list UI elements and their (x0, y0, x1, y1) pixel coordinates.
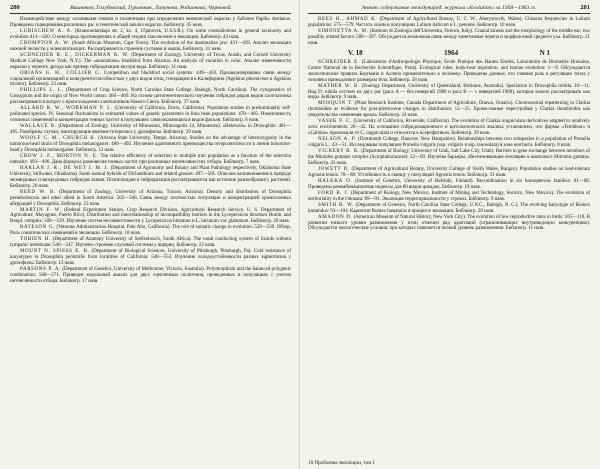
entry-authors: PARSONS P. A. (20, 266, 62, 273)
entry-text: Взаимодействие между основными генами и полигенами при определении мимической окраски у бабочек Papilio dardanus. Проведены скрещивания различных рас и генетический анализ окраски. Библиогр. 45 назв. (10, 16, 291, 28)
entry-authors: SIMONETTA A. M. (318, 27, 369, 34)
entry-authors: SCHREIDER E. (318, 58, 360, 65)
left-page-number: 280 (10, 4, 20, 11)
entry-authors: MARTIN F. W. (20, 206, 62, 213)
right-pre-entries (308, 17, 590, 47)
left-running-head (10, 4, 291, 14)
right-page (300, 0, 600, 469)
bibliography-entry (10, 249, 291, 267)
right-running-head (308, 4, 590, 14)
entry-text: (Department of Agronomy and Botany and Plant Pathology respectively, Oklahoma State University, Stillwater, Oklahoma). Some natural hybrids of Dichanthium and related grasses: 497—501. Описано возникновение в природе межвидовых и межродовых гибридов злаков. Полиплоидия и гибридизация рассматриваются как источник разнообразия у растений. Библиогр. 20 назв. (10, 164, 291, 189)
bibliography-entry (10, 88, 291, 106)
bibliography-entry (10, 53, 291, 71)
entry-text: (Department of Biology, New Mexico, Institute of Mining and Technology, Socorro, New Mexico). The evolution of territoriality in the Odonata: 89—91. Эволюция территориальности у стрекоз. Библиогр. 9 назв. (308, 189, 590, 202)
bibliography-entry (10, 208, 291, 226)
entry-authors: MATHER W. B. (318, 82, 360, 89)
bibliography-entry (10, 190, 291, 208)
entry-authors: SCHNEIDER R. E., DICKERMAN R. W. (20, 51, 130, 58)
entry-text: (Veterans Administration Hospital, Palo Alto, California). The role of somatic change in evolution: 529—539. Обзор. Роль соматических изменений в эволюции. Библиогр. 10 назв. (10, 224, 291, 237)
entry-text: (Department of Agricultural Botany, University College of North Wales, Bangor). Population studies on lead-tolerant Agrostis tenuis: 70—80. Устойчивость к свинцу у популяций Agrostis tenuis. Библиогр. 31 назв. (308, 165, 590, 178)
entry-authors: NELSON A. P. (318, 136, 357, 143)
number-label: N 1 (539, 48, 550, 57)
entry-authors: MOSQUIN T. (318, 100, 354, 107)
bibliography-entry (10, 267, 291, 285)
left-running-title: Вишняков, Голубовский, Гурьевник, Лапунова, Родионова, Черновой (70, 5, 231, 11)
entry-authors: AMADON D. (318, 213, 353, 220)
volume-label: V. 18 (348, 48, 363, 57)
entry-text: (Plant Research Institute, Canada Department of Agriculture, Ottawa, Ontario). Chromosomal repatterning in Clarkia rhomboidea as evidence for post-pleistocene changes in distribution: 12—25. Хромосомные перестройки у Clarkia rhomboidea как свидетельство изменения ареала. Библиогр. 24 назв. (308, 100, 590, 119)
entry-authors: WOOLF C. M., CHURCH K. (20, 135, 97, 142)
entry-text: (Department of Genetics, University of Melbourne, Victoria, Australia). Polymorphism and the balanced polygenic combination: 560—571. Приведен модельный анализ для двух сцепленных полигенов, проведенных в популяциях с учетом интенсивности отбора. Библиогр. 17 назв. (10, 266, 291, 284)
entry-authors: FORD R. J. (318, 189, 350, 196)
entry-authors: SMITH B. W. (318, 201, 354, 208)
entry-text: (Dartmouth College, Hanover, New Hampshire). Relationships between two subspecies in a population of Prunella vulgaris L.: 43—51. Исследованы популяции Prunella vulgaris (ssp. vulgaris и ssp. lanceolata) в зоне контакта. Библиогр. 8 назв. (308, 136, 590, 149)
right-entries (308, 60, 590, 233)
entry-text: (Department of Anatomy University of Stellenbosch, South Africa). The nasal conducting system of lizards without tympanic membrane: 540—547. Изучено строение слуховой системы у ящериц. Библиогр. 22 назв. (10, 236, 291, 249)
entry-authors: ORIANS G. H., COLLIER G. (20, 69, 102, 76)
entry-text: (Department of Zoology, University of Arizona, Tucson, Arizona). Density and distribution of Drosophila pseudoobscura and other allied in South America: 502—508. Связь между плотностью популяции и концентрацией хромосомных аберраций у Drosophila. Библиогр. 23 назв. (10, 188, 291, 207)
entry-authors: LUBISCHEW A. A. (20, 27, 73, 34)
bibliography-entry (308, 60, 590, 84)
entry-text: (University of California, Davis, California). Population studies in predominantly self-pollinated species. IV. Seasonal fluctuations in estimated values of genetic parameters in lima bean populations: 470—485. Изменчивость сезонных изменений в концентрации генных частот в популяциях самоопыляющихся видов фасоли. Библиогр. 8 назв. (10, 105, 292, 124)
entry-authors: PHILLIPS L. L. (20, 87, 64, 94)
right-running-title: Аннот. содержание международ. журнала «Evolution» за 1958—1963 гг. (361, 5, 537, 11)
entry-text: The relative efficiency of selection in multiple trait population as a function of the selection intensity: 493—496. Дана формула равновесия генных частот при различных интенсивностях отбора. Библиогр. 7 назв. (10, 152, 291, 165)
entry-text: (Department of Biology, University of Utah, Salt Lake City, Utah). Barriers to gene exchange between members of the Mimulus guttatus complex (Scrophulariaceae): 52—69. Изучены барьеры, обеспечивающие изоляцию в комплексе Mimulus guttatus. Библиогр. 43 назв. (308, 148, 590, 166)
entry-text: (Laboratoire d'Anthropologie Physique, Ecole Pratique des Hautes Etudes, Laboratoire de Biometrie Humaine, Centre National de la Recherche Scientifique, Paris). Ecological rules, body-heat regulation, and human evolution: 1—9. Обсуждаются экологические правила Бергмана и Аллена применительно к человеку. Приведены данные, что главная роль в регуляции тепла у человека принадлежит размерам тела. Библиогр. 58 назв. (308, 58, 590, 83)
volume-header (308, 49, 590, 58)
bibliography-entry (308, 84, 590, 102)
bibliography-entry (10, 71, 291, 89)
entry-text: (South African Museum, Cape Town). The evolution of the mammalian jaw: 431—439. Анализ эволюции нижней челюсти у млекопитающих. Рассматривается строение суставов и мышц. Библиогр. 31 назв. (10, 39, 291, 52)
entry-text: (Institute of Genetics, University of Helsinki, Finland). Recombination in six homopterous families: 81—88. Приведены рекомбинационные индексы для 80 видов цикадок. Библиогр. 19 назв. (308, 177, 590, 190)
entry-authors: MOUNT N. SPIESS E. B. (20, 248, 90, 255)
entry-text: (Department of Biological Sciences, University of Pittsburgh, Pittsburgh, Pa). Cold resistance of karyotypes in Drosophila persimilis from localities of California: 548—553. Изучение холодоустойчивости разных кариотипов у дрозофилы. Библиогр. 13 назв. (10, 248, 291, 267)
entry-text: (Arizona State University, Tempe, Arizona). Studies on the advantage of heterozygosity in the tumorous-head strain of Drosophila melanogaster: 486—492. Изучение адаптивного преимущества гетерозиготности в линии tumorous-head у Drosophila melanogaster. Библиогр. 13 назв. (10, 135, 291, 153)
entry-authors: VASEK F. C. (318, 118, 353, 125)
entry-authors: BATESON G. (20, 224, 56, 231)
bibliography-entry (10, 166, 291, 190)
page-footer: 18 Проблемы эволюции, том I (308, 460, 375, 466)
bibliography-entry (308, 119, 590, 137)
entry-text: (Instituto di Zoologia dell'Universita, Firence, Italy). Cranial kinesis and the morphology of the middle ear: two possibly related factors: 580—587. Обсуждается возможная связь между кинетизмом черепа и морфологией среднего уха. Библиогр. 21 назв. (308, 27, 590, 46)
entry-text: (Zoology Department, University of Queensland, Brisbane, Australia). Speciation in Drosophila rubida: 10—11. Вид D. rubida состоит из двух рас (раса A — без инверсий 1988 и раса B — с инверсией 1988), которые можно рассматривать как виды. Библиогр. 9 назв. (308, 82, 590, 101)
entry-text: (Department of Genetics, North Carolina State College, U.N.C., Raleigh, N. C.). The evolving karyotype of Rumex hastatulus: 93—104. Кариотип Rumex hastatulus в процессе эволюции. Библиогр. 28 назв. (308, 201, 590, 214)
entry-text: (Department of Zoology, University of Texas, Austin, and Cornell University Medical College New York, N.Y.). The «anomalous» blackbird from Arizona: An analysis of variation in color. Анализ изменчивости окраски у черного дрозда как пример гибридизации внутри вида. Библиогр. 31 назв. (10, 51, 291, 70)
entry-text: (Kransnodarskaja str. 2, kv. 4, Uljanovsk, U.S.S.R.). On some contradictions in general taxonomy and evolution 414—420. О некоторых противоречиях в общей теории таксономии и эволюции. Библиогр. 43 назв. (10, 27, 291, 40)
entry-authors: HALKKA O. (318, 177, 353, 184)
bibliography-entry (308, 215, 590, 233)
entry-authors: HARLAN J. R., DE WET J. M. J. (20, 164, 109, 171)
bibliography-entry (10, 136, 291, 154)
entry-authors: CROMPTON A. W. (20, 39, 71, 46)
entry-text: (American Museum of Natural History, New York City). The evolution of low reproductive rates in birds: 105—110. В развитии низкого уровня размножения у птиц отмечен ряд адаптаций (ограничивающих внутривидовую конкуренцию). Обсуждаются экологические условия, при которых появляется низкий уровень размножения. Библиогр. 11 назв. (308, 213, 590, 232)
entry-text: Competition and blackbird social systems: 449—459. Проанализированы связи между социальной организацией и конкурентоспособностью у двух видов птиц, гнездящихся в Калифорнии (Agelaius phoeniceus и Agelaius tricolor). Библиогр. 33 назв. (10, 69, 291, 88)
bibliography-entry (308, 149, 590, 167)
entry-authors: JOWETT D. (318, 165, 350, 172)
entry-text: (Department of Crop Science, North Carolina State College, Raleigh, North Carolina). The cytogenetics of Gossypium and the origin of New World cotton: 460—469. На основе цитогенетического изучения гибридов рядов видов хлопчатника рассматривается вопрос о происхождении хлопчатников Нового Света. Библиогр. 37 назв. (10, 87, 291, 106)
entry-text: (University of California, Riverside, California). The evolution of Clarkia unguiculata derivatives adapted to relatively xeric environments: 26—42. На основании гибридизационного и цитологического анализа установлено, что формы «Tembleor» и «Gabilan» произошли от C. unguiculata и относятся к ксерофитным. Библиогр. 29 назв. (308, 118, 591, 137)
entry-text: (Department of Zoology, University of Minnesota, Minneapolis 14, Minnesota). «Heterosis» in Drosophila: 481—485. Разобраны случаи, имитирующие явление гетерозиса у дрозофилы. Библиогр. 29 назв. (10, 123, 291, 136)
left-entries (10, 17, 291, 285)
entry-text: (Department of Agricultural Botany, U. C. W., Aberystwyth, Wales). Chiasma frequencies in Lolium populations: 575—579. Частота хиазм в популяциях Lolium italicum и L. perenne. Библиогр. 10 назв. (308, 16, 590, 28)
bibliography-entry (10, 106, 291, 124)
entry-text: (Federal Experiment Station, Crop Research Division, Agricultural Research Service, U. S. Department of Agriculture, Mayaguez, Puerto Rico). Distribution and interrelationship of incompatibility barriers in the Lycopersicon hirsutum Humb. and Bonpl. complex: 509—529. Изучение систем несовместимости у Lycopersicon hirsutum и L. hirsutum var. glabratum. Библиогр. 29 назв. (10, 206, 291, 225)
entry-authors: WALLACE B. (20, 123, 57, 130)
entry-authors: TOBIEN H. (20, 236, 51, 243)
entry-authors: ALLARD R. W., WORKMAN P. L. (20, 105, 113, 112)
right-page-number: 281 (580, 4, 590, 11)
bibliography-entry (308, 29, 590, 47)
bibliography-entry (308, 101, 590, 119)
year-label: 1964 (444, 48, 459, 57)
entry-authors: REED W. B. (20, 188, 56, 195)
entry-authors: REES H., AHMAD K. (318, 16, 378, 22)
entry-authors: VICKERY R. K. (318, 148, 361, 155)
entry-authors: CROW J. F., MORTON N. E. (20, 152, 99, 159)
